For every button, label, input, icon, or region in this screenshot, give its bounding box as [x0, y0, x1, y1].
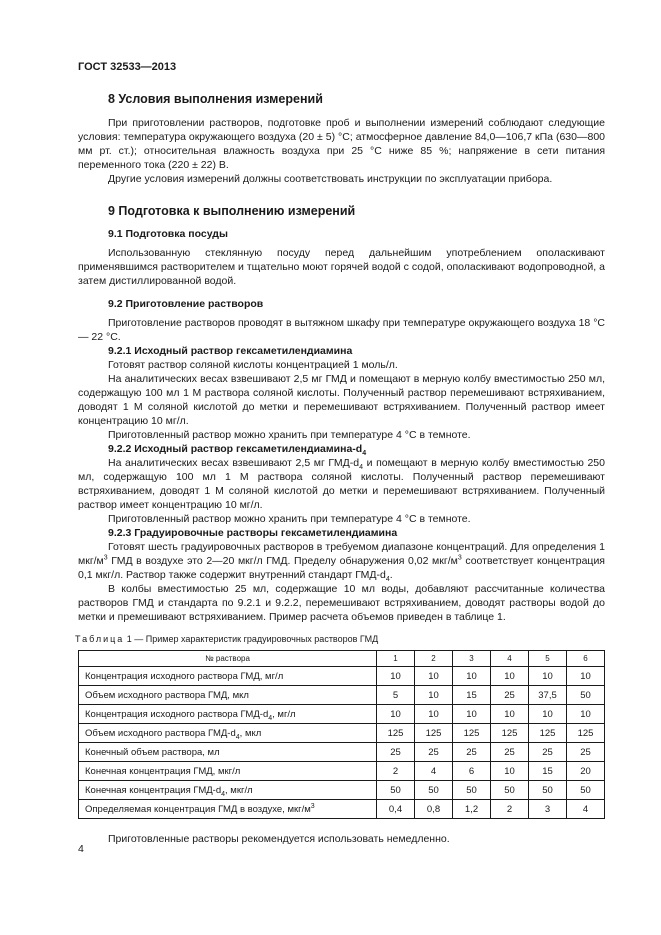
section-9-2-3-paragraph-1: [78, 540, 605, 582]
row-label: Конечный объем раствора, мл: [79, 743, 377, 762]
table-cell: 10: [453, 705, 491, 724]
table-cell: 25: [567, 743, 605, 762]
section-9-2-2-paragraph-1: [78, 456, 605, 512]
table-row: [79, 705, 605, 724]
subscript: 4: [235, 733, 240, 741]
row-label: Концентрация исходного раствора ГМД, мг/л: [79, 667, 377, 686]
table-cell: 6: [453, 762, 491, 781]
table-row: [79, 743, 605, 762]
text-run: ГМД в воздухе это 2—20 мкг/л ГМД. Пределу обнаружения 0,02 мкг/м: [107, 555, 458, 567]
table-cell: 10: [377, 705, 415, 724]
row-label: [79, 705, 377, 724]
table-cell: 37,5: [529, 686, 567, 705]
table-cell: 25: [529, 743, 567, 762]
table-cell: 50: [415, 781, 453, 800]
page-number: 4: [78, 843, 84, 855]
table-cell: 125: [415, 724, 453, 743]
table-cell: 5: [377, 686, 415, 705]
table-cell: 50: [529, 781, 567, 800]
section-9-1-paragraph: Использованную стеклянную посуду перед дальнейшим употреблением ополаскивают применявшимся растворителем и тщательно моют горячей водой с содой, ополаскивают водопроводной, а затем дистиллированной водой.: [78, 247, 605, 287]
table-header-col: 2: [415, 651, 453, 667]
section-9-2-2-title-text: 9.2.2 Исходный раствор гексаметилендиамина-d: [108, 443, 363, 455]
table-header-col: 3: [453, 651, 491, 667]
table-cell: 4: [567, 800, 605, 819]
table-1: [78, 650, 605, 819]
table-cell: 10: [415, 667, 453, 686]
page-content: [75, 92, 605, 846]
text-run: Определяемая концентрация ГМД в воздухе, мкг/м: [85, 803, 311, 815]
text-run: соответствует концентрация 0,1 мкг/л. Раствор также содержит внутренний стандарт ГМД-d: [78, 555, 605, 581]
section-9-2-1-paragraph-1: Готовят раствор соляной кислоты концентрацией 1 моль/л.: [108, 359, 398, 371]
subscript: 4: [385, 576, 390, 584]
section-9-2-2-paragraph-2: Приготовленный раствор можно хранить при температуре 4 °С в темноте.: [108, 513, 471, 525]
table-cell: 25: [415, 743, 453, 762]
table-cell: 25: [453, 743, 491, 762]
table-row: [79, 667, 605, 686]
table-cell: 50: [567, 686, 605, 705]
table-cell: 3: [529, 800, 567, 819]
row-label: [79, 781, 377, 800]
section-9-2-1-paragraph-3: Приготовленный раствор можно хранить при температуре 4 °С в темноте.: [108, 429, 471, 441]
table-cell: 10: [567, 667, 605, 686]
table-cell: 10: [491, 667, 529, 686]
subscript: 4: [359, 464, 363, 472]
table-header-col: 4: [491, 651, 529, 667]
row-label: Объем исходного раствора ГМД, мкл: [79, 686, 377, 705]
text-run: .: [389, 569, 393, 581]
table-cell: 0,8: [415, 800, 453, 819]
superscript: 3: [103, 554, 108, 562]
table-1-caption: [75, 634, 605, 644]
table-cell: 50: [453, 781, 491, 800]
table-cell: 10: [453, 667, 491, 686]
table-row: [79, 686, 605, 705]
section-9-2-2-title: [78, 442, 605, 456]
table-cell: 0,4: [377, 800, 415, 819]
section-8-paragraph-2: Другие условия измерений должны соответствовать инструкции по эксплуатации прибора.: [108, 173, 553, 185]
subscript: 4: [268, 714, 273, 722]
table-cell: 50: [567, 781, 605, 800]
table-cell: 25: [491, 686, 529, 705]
section-9-2-3-title: 9.2.3 Градуировочные растворы гексаметилендиамина: [108, 527, 398, 539]
section-9-2-2-title-subscript: 4: [362, 450, 367, 458]
table-header-label: № раствора: [79, 651, 377, 667]
table-cell: 15: [529, 762, 567, 781]
table-header-col: 1: [377, 651, 415, 667]
table-cell: 10: [415, 686, 453, 705]
page-header-standard: ГОСТ 32533—2013: [78, 61, 177, 73]
row-label: [79, 800, 377, 819]
table-cell: 10: [491, 705, 529, 724]
table-1-caption-text: 1 — Пример характеристик градуировочных растворов ГМД: [124, 634, 379, 644]
table-cell: 4: [415, 762, 453, 781]
row-label: Конечная концентрация ГМД, мкг/л: [79, 762, 377, 781]
table-cell: 10: [529, 705, 567, 724]
table-cell: 10: [567, 705, 605, 724]
text-run: Объем исходного раствора ГМД-d: [85, 727, 236, 739]
table-row: [79, 724, 605, 743]
section-9-title: 9 Подготовка к выполнению измерений: [108, 204, 356, 218]
section-9-2-3-paragraph-2: В колбы вместимостью 25 мл, содержащие 10 мл воды, добавляют рассчитанные количества растворов ГМД и стандарта по 9.2.1 и 9.2.2, перемешивают встряхиванием, доводят растворы водой до метки и премешивают встряхиванием. Пример расчета объемов приведен в таблице 1.: [78, 583, 605, 623]
table-cell: 10: [415, 705, 453, 724]
table-cell: 25: [491, 743, 529, 762]
table-row: [79, 800, 605, 819]
table-cell: 2: [491, 800, 529, 819]
table-cell: 125: [453, 724, 491, 743]
section-8-title: 8 Условия выполнения измерений: [108, 92, 323, 106]
row-label: [79, 724, 377, 743]
table-header-row: [79, 651, 605, 667]
table-cell: 15: [453, 686, 491, 705]
table-header-col: 6: [567, 651, 605, 667]
table-cell: 125: [377, 724, 415, 743]
section-8-paragraph-1: При приготовлении растворов, подготовке проб и выполнении измерений соблюдают следующие условия: температура окружающего воздуха (20 ± 5) °С; атмосферное давление 84,0—106,7 кПа (630—800 мм рт. ст.); относительная влажность воздуха при 25 °С ниже 85 %; напряжение в сети питания переменного тока (220 ± 22) В.: [78, 117, 605, 171]
superscript: 3: [457, 554, 462, 562]
subscript: 4: [221, 790, 226, 798]
table-cell: 2: [377, 762, 415, 781]
table-cell: 125: [529, 724, 567, 743]
text-run: , мг/л: [272, 708, 296, 720]
table-cell: 20: [567, 762, 605, 781]
text-run: Готовят шесть градуировочных растворов в требуемом диапазоне концентраций. Для определения 1 мкг/м: [78, 541, 605, 567]
table-1-caption-word: Таблица: [75, 634, 125, 644]
text-run: и помещают в мерную колбу вместимостью 250 мл, содержащую 100 мл 1 М раствора соляной кислоты. Полученный раствор перемешивают встряхиванием, доводят 1 М соляной кислотой до метки и перемешивают встряхиванием. Полученный раствор имеет концентрацию 10 мг/л.: [78, 457, 605, 511]
table-row: [79, 762, 605, 781]
superscript: 3: [310, 802, 315, 810]
table-cell: 125: [491, 724, 529, 743]
table-header-col: 5: [529, 651, 567, 667]
table-cell: 1,2: [453, 800, 491, 819]
text-run: , мкл: [239, 727, 262, 739]
table-row: [79, 781, 605, 800]
after-table-paragraph: Приготовленные растворы рекомендуется использовать немедленно.: [108, 833, 450, 845]
section-9-1-title: 9.1 Подготовка посуды: [108, 228, 228, 240]
table-cell: 50: [377, 781, 415, 800]
text-run: На аналитических весах взвешивают 2,5 мг ГМД-d: [108, 457, 360, 469]
table-cell: 10: [491, 762, 529, 781]
table-cell: 10: [377, 667, 415, 686]
table-cell: 125: [567, 724, 605, 743]
text-run: Конечная концентрация ГМД-d: [85, 784, 222, 796]
section-9-2-1-title: 9.2.1 Исходный раствор гексаметилендиамина: [108, 345, 353, 357]
text-run: Концентрация исходного раствора ГМД-d: [85, 708, 269, 720]
table-cell: 50: [491, 781, 529, 800]
section-9-2-title: 9.2 Приготовление растворов: [108, 298, 264, 310]
text-run: , мкг/л: [225, 784, 253, 796]
table-cell: 25: [377, 743, 415, 762]
table-cell: 10: [529, 667, 567, 686]
section-9-2-paragraph: Приготовление растворов проводят в вытяжном шкафу при температуре окружающего воздуха 18 °С — 22 °С.: [78, 317, 605, 343]
section-9-2-1-paragraph-2: На аналитических весах взвешивают 2,5 мг ГМД и помещают в мерную колбу вместимостью 250 мл, содержащую 100 мл 1 М раствора соляной кислоты. Полученный раствор перемешивают встряхиванием, доводят 1 М соляной кислотой до метки и перемешивают встряхиванием. Полученный раствор имеет концентрацию 10 мг/л.: [78, 373, 605, 427]
